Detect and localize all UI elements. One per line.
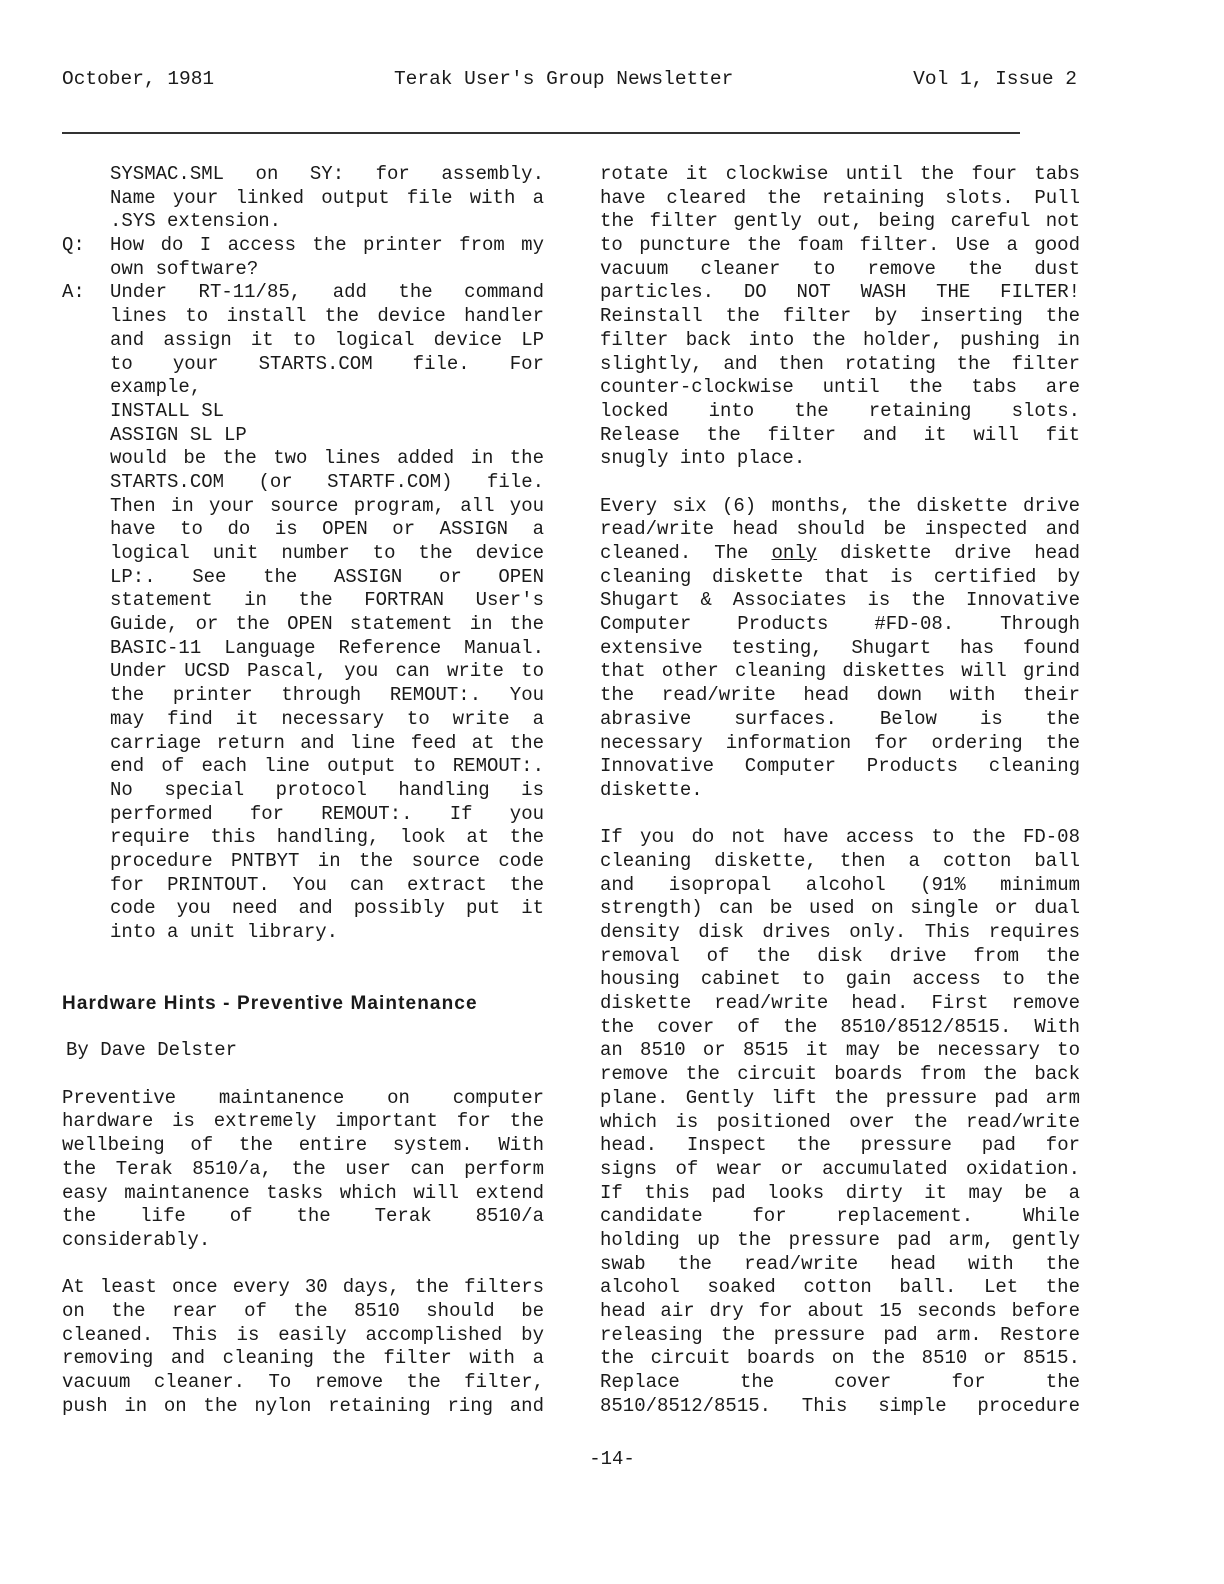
text-line: an 8510 or 8515 it may be necessary to	[600, 1039, 1080, 1062]
header-rule	[62, 132, 1020, 134]
text-line: necessary information for ordering the	[600, 731, 1080, 754]
text-line: example,	[110, 376, 202, 399]
text-line: At least once every 30 days, the filters	[62, 1276, 544, 1299]
question-block	[62, 234, 544, 281]
paragraph	[600, 826, 1080, 1418]
question-text	[62, 234, 544, 281]
paragraph	[62, 1087, 544, 1253]
text-line: filter back into the holder, pushing in	[600, 328, 1080, 351]
text-line: INSTALL SL	[110, 399, 225, 422]
text-line: cleaned. The only diskette drive head	[600, 542, 1080, 564]
text-line: and isopropal alcohol (91% minimum	[600, 873, 1080, 896]
text-line: statement in the FORTRAN User's	[110, 589, 544, 612]
text-line: wellbeing of the entire system. With	[62, 1134, 544, 1157]
text-line: How do I access the printer from my	[110, 234, 544, 257]
text-line: Every six (6) months, the diskette drive	[600, 494, 1080, 517]
text-line: If you do not have access to the FD-08	[600, 826, 1080, 849]
text-line: strength) can be used on single or dual	[600, 897, 1080, 920]
text-line: SYSMAC.SML on SY: for assembly.	[110, 163, 544, 185]
text-line: the Terak 8510/a, the user can perform	[62, 1157, 544, 1180]
text-line: considerably.	[62, 1228, 211, 1251]
answer-block	[62, 281, 544, 944]
text-line: locked into the retaining slots.	[600, 399, 1080, 422]
text-line: end of each line output to REMOUT:.	[110, 755, 544, 778]
text-line: easy maintanence tasks which will extend	[62, 1181, 544, 1204]
text-line: cleaning diskette, then a cotton ball	[600, 849, 1080, 872]
text-line: removing and cleaning the filter with a	[62, 1347, 544, 1370]
header-date: October, 1981	[62, 68, 215, 90]
text-line: may find it necessary to write a	[110, 707, 544, 730]
text-line: Preventive maintanence on computer	[62, 1086, 544, 1109]
header-issue: Vol 1, Issue 2	[913, 68, 1077, 90]
text-line: performed for REMOUT:. If you	[110, 802, 544, 825]
text-line: would be the two lines added in the	[110, 447, 544, 470]
byline: By Dave Delster	[66, 1039, 238, 1062]
header-title: Terak User's Group Newsletter	[393, 68, 734, 90]
text-line: No special protocol handling is	[110, 778, 544, 801]
text-line: BASIC-11 Language Reference Manual.	[110, 636, 544, 659]
text-line: diskette.	[600, 778, 703, 801]
text-line: Shugart & Associates is the Innovative	[600, 589, 1080, 612]
text-line: vacuum cleaner to remove the dust	[600, 257, 1080, 280]
text-line: Innovative Computer Products cleaning	[600, 755, 1080, 778]
text-line: own software?	[110, 257, 259, 280]
text-line: to puncture the foam filter. Use a good	[600, 234, 1080, 257]
text-line: vacuum cleaner. To remove the filter,	[62, 1371, 544, 1393]
text-line: diskette read/write head. First remove	[600, 992, 1080, 1015]
text-line: Then in your source program, all you	[110, 494, 544, 517]
text-line: removal of the disk drive from the	[600, 944, 1080, 967]
text-line: density disk drives only. This requires	[600, 921, 1080, 943]
left-column	[62, 163, 544, 1418]
text-line: that other cleaning diskettes will grind	[600, 660, 1080, 683]
text-line: push in on the nylon retaining ring and	[62, 1394, 544, 1417]
text-line: Reinstall the filter by inserting the	[600, 305, 1080, 328]
text-line: Replace the cover for the	[600, 1371, 1080, 1394]
text-line: ASSIGN SL LP	[110, 423, 247, 446]
text-line: If this pad looks dirty it may be a	[600, 1181, 1080, 1204]
text-line: remove the circuit boards from the back	[600, 1063, 1080, 1086]
text-line: LP:. See the ASSIGN or OPEN	[110, 565, 544, 588]
text-line: which is positioned over the read/write	[600, 1110, 1080, 1133]
text-line: have cleared the retaining slots. Pull	[600, 186, 1080, 209]
text-line: swab the read/write head with the	[600, 1252, 1080, 1275]
page-header	[62, 68, 1077, 96]
text-line: carriage return and line feed at the	[110, 731, 544, 754]
text-line: on the rear of the 8510 should be	[62, 1299, 544, 1322]
article-paragraphs-right	[600, 163, 1080, 1418]
text-line: 8510/8512/8515. This simple procedure	[600, 1394, 1080, 1417]
continued-text	[62, 163, 544, 234]
text-line: head air dry for about 15 seconds before	[600, 1300, 1080, 1322]
text-line: snugly into place.	[600, 447, 806, 470]
text-line: slightly, and then rotating the filter	[600, 352, 1080, 375]
right-column	[600, 163, 1080, 1418]
text-line: Under UCSD Pascal, you can write to	[110, 660, 544, 683]
text-line: .SYS extension.	[110, 210, 282, 233]
text-line: Name your linked output file with a	[110, 186, 544, 209]
text-line: candidate for replacement. While	[600, 1205, 1080, 1228]
text-line: counter-clockwise until the tabs are	[600, 376, 1080, 399]
text-line: Computer Products #FD-08. Through	[600, 613, 1080, 636]
text-line: code you need and possibly put it	[110, 897, 544, 920]
text-line: the cover of the 8510/8512/8515. With	[600, 1015, 1080, 1038]
paragraph	[600, 495, 1080, 803]
text-line: Release the filter and it will fit	[600, 423, 1080, 446]
text-line: plane. Gently lift the pressure pad arm	[600, 1086, 1080, 1109]
text-line: cleaned. This is easily accomplished by	[62, 1323, 544, 1346]
text-line: particles. DO NOT WASH THE FILTER!	[600, 281, 1080, 304]
section-heading: Hardware Hints - Preventive Maintenance	[62, 992, 478, 1014]
text-line: logical unit number to the device	[110, 542, 544, 564]
text-line: STARTS.COM (or STARTF.COM) file.	[110, 470, 544, 493]
text-line: and assign it to logical device LP	[110, 328, 544, 351]
text-line: into a unit library.	[110, 921, 339, 943]
paragraph	[62, 1276, 544, 1418]
text-line: holding up the pressure pad arm, gently	[600, 1228, 1080, 1251]
text-line: Under RT-11/85, add the command	[110, 281, 544, 304]
page-number: -14-	[589, 1448, 635, 1470]
text-line: cleaning diskette that is certified by	[600, 565, 1080, 588]
text-line: read/write head should be inspected and	[600, 518, 1080, 541]
article-paragraphs-left	[62, 1087, 544, 1419]
underlined-word: only	[771, 542, 818, 564]
answer-text	[62, 281, 544, 944]
text-line: abrasive surfaces. Below is the	[600, 707, 1080, 730]
text-line: the printer through REMOUT:. You	[110, 684, 544, 707]
question-label: Q:	[62, 234, 85, 257]
text-line: hardware is extremely important for the	[62, 1110, 544, 1133]
text-line: the circuit boards on the 8510 or 8515.	[600, 1347, 1080, 1370]
text-line: housing cabinet to gain access to the	[600, 968, 1080, 991]
text-line: extensive testing, Shugart has found	[600, 636, 1080, 659]
text-line: the filter gently out, being careful not	[600, 210, 1080, 233]
text-line: Guide, or the OPEN statement in the	[110, 613, 544, 636]
text-line: lines to install the device handler	[110, 305, 544, 328]
text-line: releasing the pressure pad arm. Restore	[600, 1323, 1080, 1346]
text-line: head. Inspect the pressure pad for	[600, 1134, 1080, 1157]
text-line: to your STARTS.COM file. For	[110, 352, 544, 375]
paragraph	[600, 163, 1080, 471]
text-line: alcohol soaked cotton ball. Let the	[600, 1276, 1080, 1299]
text-line: signs of wear or accumulated oxidation.	[600, 1157, 1080, 1180]
text-line: for PRINTOUT. You can extract the	[110, 873, 544, 896]
text-line: rotate it clockwise until the four tabs	[600, 163, 1080, 185]
text-line: have to do is OPEN or ASSIGN a	[110, 518, 544, 541]
answer-label: A:	[62, 281, 85, 304]
text-line: procedure PNTBYT in the source code	[110, 849, 544, 872]
text-line: the life of the Terak 8510/a	[62, 1205, 544, 1228]
text-line: require this handling, look at the	[110, 826, 544, 849]
text-line: the read/write head down with their	[600, 684, 1080, 707]
